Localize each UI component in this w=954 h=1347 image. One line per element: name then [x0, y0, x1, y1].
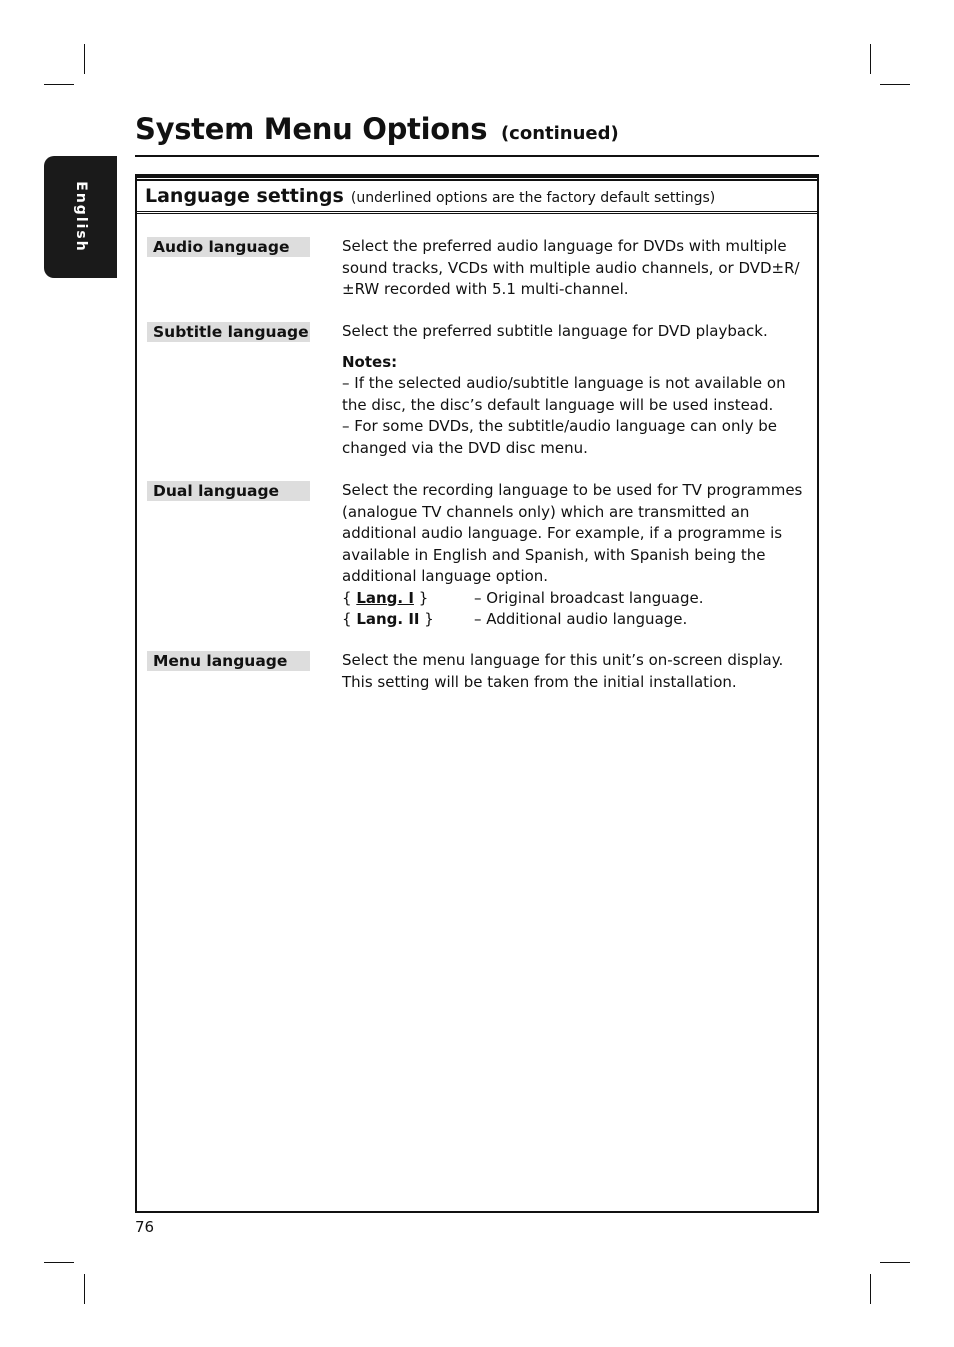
description-text: Select the recording language to be used for TV programmes (analogue TV channels only) which are transmitted an additional audio language. For example, if a programme is available in English and Spanish, with Spanish being the additional language option. — [342, 481, 803, 585]
description-text: Select the preferred subtitle language for DVD playback. — [342, 322, 768, 340]
setting-description-menu-language — [342, 650, 804, 693]
option-row-lang-2 — [342, 609, 804, 631]
page-title — [135, 112, 619, 146]
option-name: Lang. II — [356, 610, 420, 628]
page-title-main: System Menu Options — [135, 112, 488, 146]
brace-close: } — [413, 588, 429, 607]
setting-description-audio-language — [342, 236, 804, 301]
brace-open: { — [342, 588, 357, 607]
setting-label-menu-language: Menu language — [147, 651, 310, 671]
section-header — [137, 176, 817, 214]
crop-mark — [870, 1274, 871, 1304]
option-description: – Original broadcast language. — [474, 588, 704, 607]
setting-label-dual-language: Dual language — [147, 481, 310, 501]
setting-description-dual-language — [342, 480, 804, 631]
note-item: – If the selected audio/subtitle language is not available on the disc, the disc’s default language will be used instead. — [342, 374, 786, 414]
crop-mark — [880, 84, 910, 85]
description-text: Select the menu language for this unit’s on-screen display. This setting will be taken from the initial installation. — [342, 651, 784, 691]
crop-mark — [870, 44, 871, 74]
option-value — [342, 588, 428, 610]
brace-open: { — [342, 610, 357, 628]
option-value — [342, 609, 434, 631]
crop-mark — [84, 44, 85, 74]
setting-description-subtitle-language — [342, 321, 804, 459]
section-subtitle: (underlined options are the factory default settings) — [350, 190, 716, 206]
notes-title: Notes: — [342, 352, 398, 371]
section-heading: Language settings — [145, 185, 344, 207]
option-row-lang-1 — [342, 588, 804, 610]
option-description: – Additional audio language. — [474, 610, 688, 628]
language-tab-label: English — [72, 181, 89, 253]
setting-label-audio-language: Audio language — [147, 237, 310, 257]
title-rule — [135, 155, 819, 157]
note-item: – For some DVDs, the subtitle/audio language can only be changed via the DVD disc menu. — [342, 417, 778, 457]
crop-mark — [880, 1262, 910, 1263]
setting-label-subtitle-language: Subtitle language — [147, 322, 310, 342]
crop-mark — [84, 1274, 85, 1304]
description-text: Select the preferred audio language for DVDs with multiple sound tracks, VCDs with multiple audio channels, or DVD±R/ ±RW recorded with 5.1 multi-channel. — [342, 237, 800, 298]
crop-mark — [44, 84, 74, 85]
language-tab — [44, 156, 117, 278]
crop-mark — [44, 1262, 74, 1263]
page-title-continued: (continued) — [500, 123, 619, 144]
option-name-default: Lang. I — [356, 588, 414, 607]
brace-close: } — [419, 610, 434, 628]
settings-panel — [135, 174, 819, 1213]
page-number: 76 — [135, 1218, 155, 1236]
